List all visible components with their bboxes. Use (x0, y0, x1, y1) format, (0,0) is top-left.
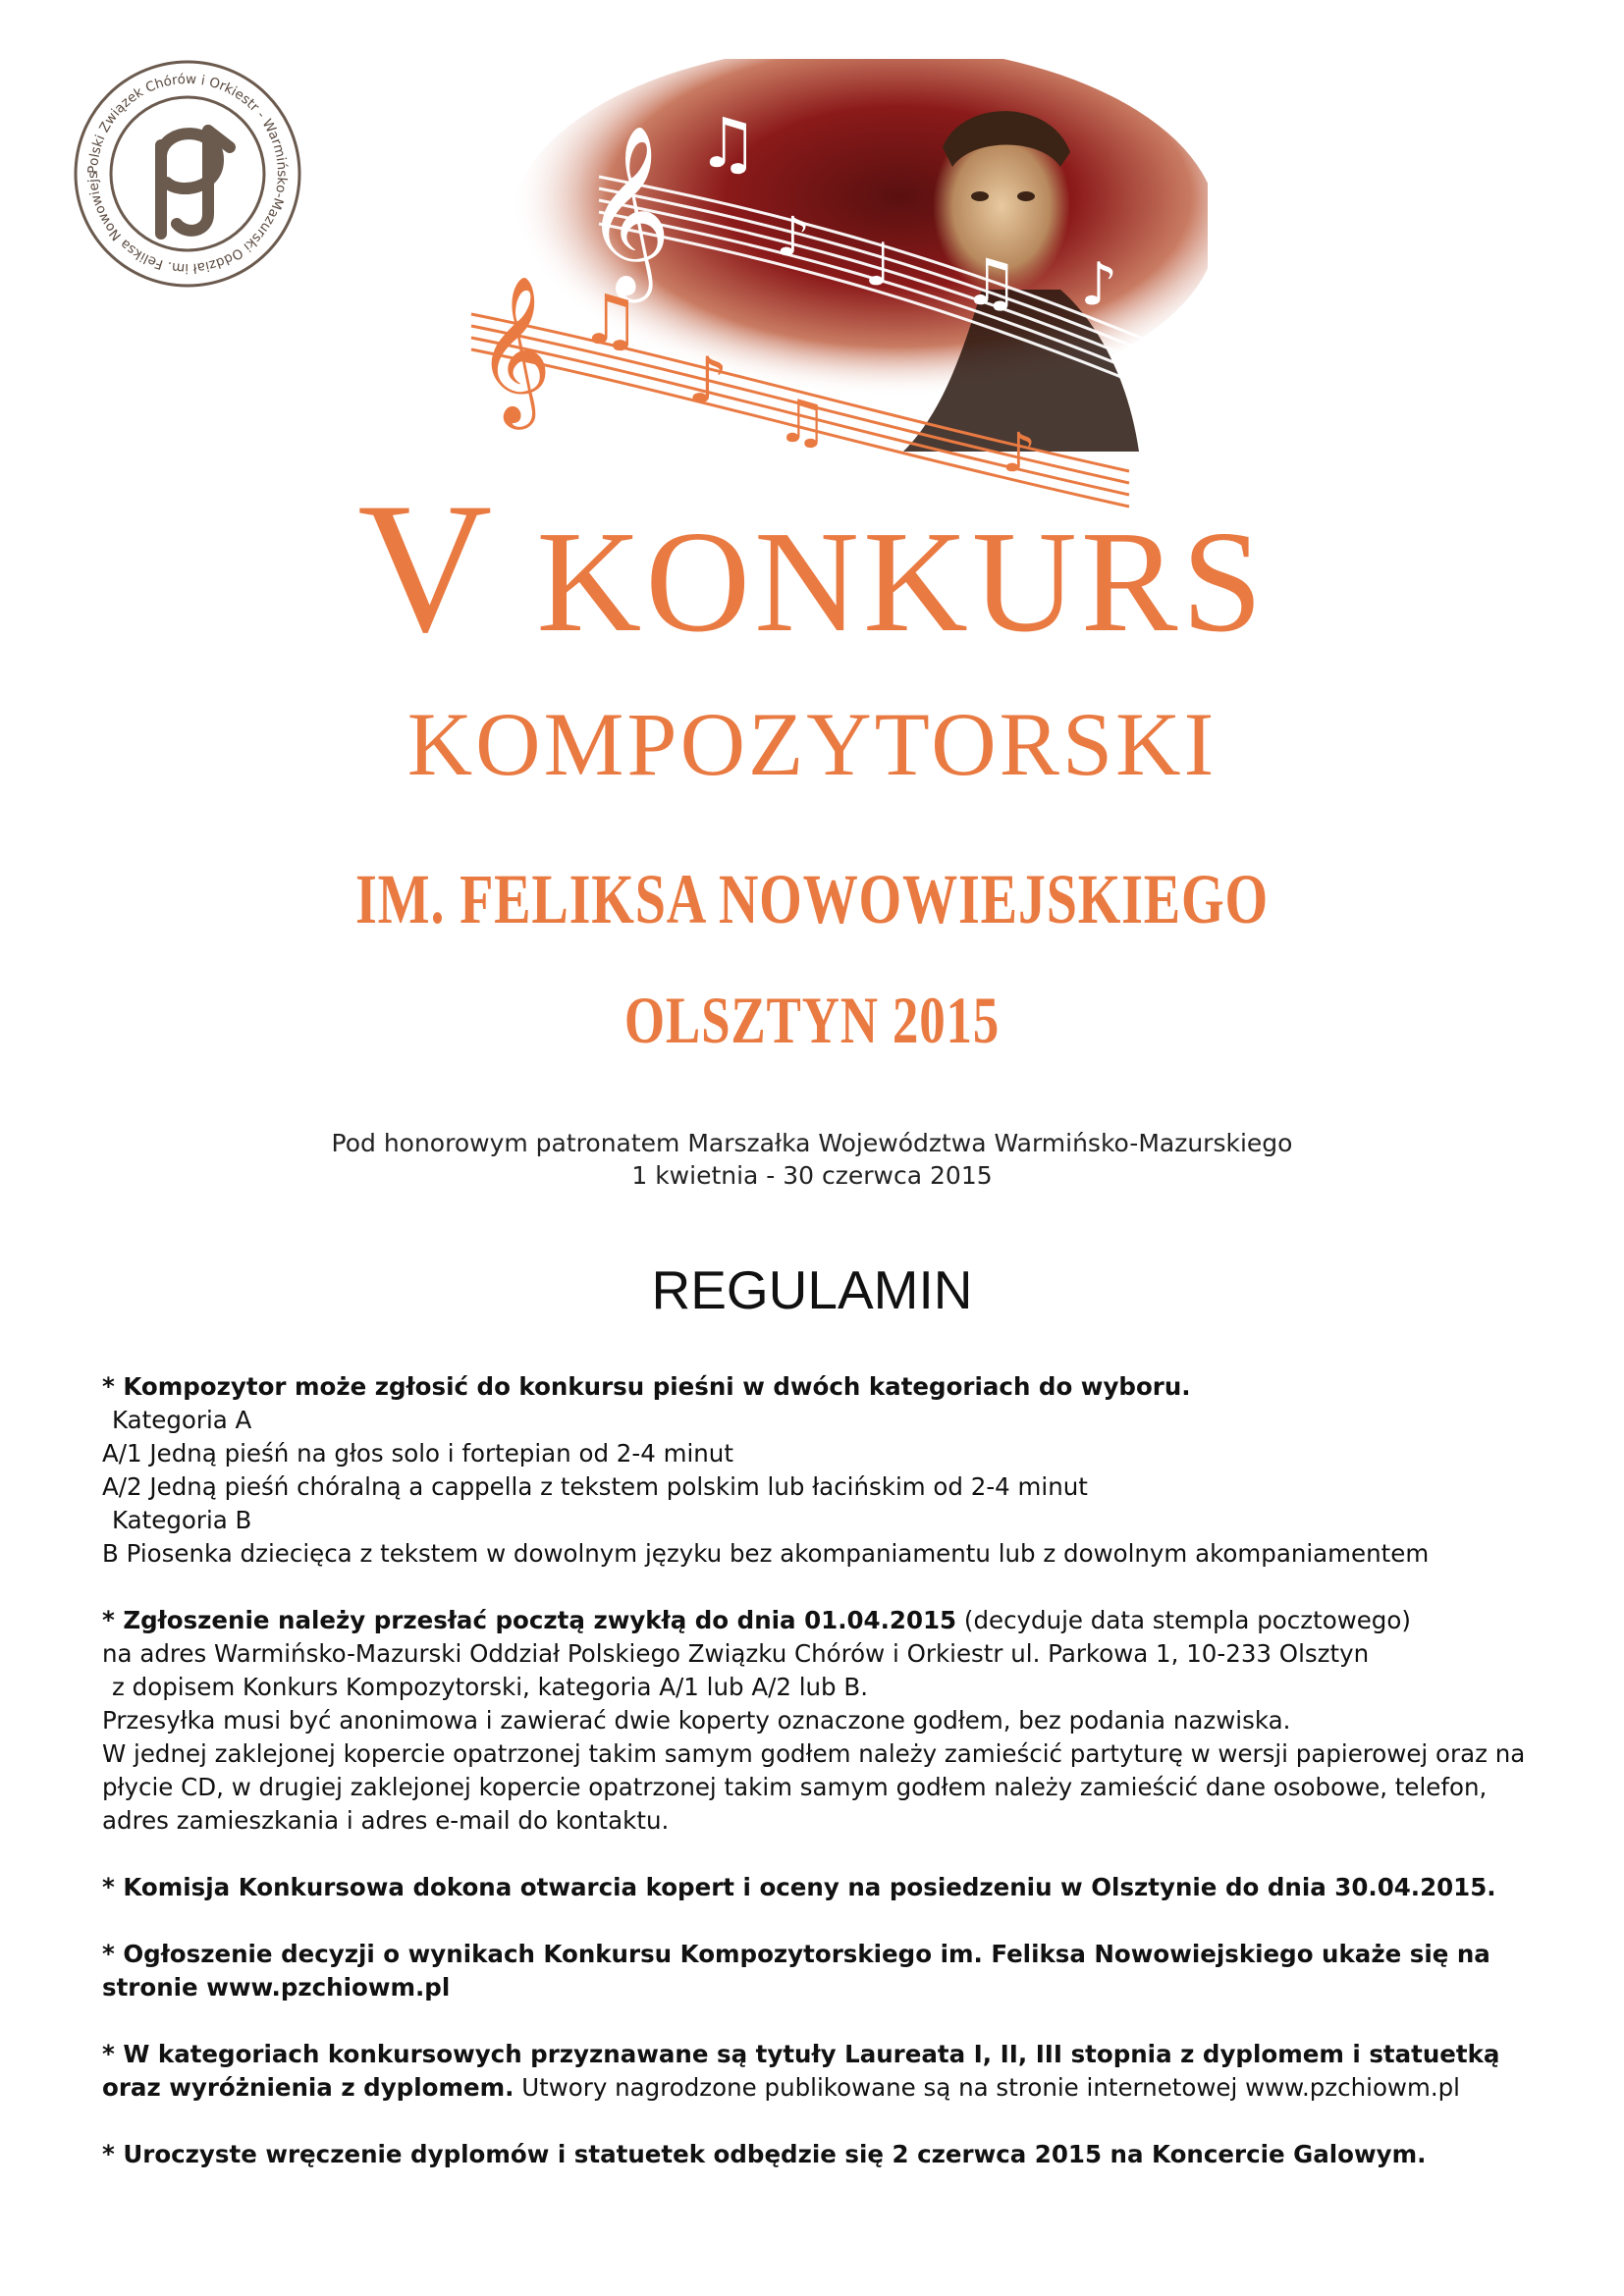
rule-2-anonymity: Przesyłka musi być anonimowa i zawierać dwie koperty oznaczone godłem, bez podania nazwiska. (102, 1706, 1291, 1735)
svg-text:♫: ♫ (776, 388, 829, 456)
rule-5-line-2 (102, 2071, 1555, 2105)
rule-5-line-1: * W kategoriach konkursowych przyznawane są tytuły Laureata I, II, III stopnia z dyplomem i statuetką (102, 2040, 1500, 2068)
rule-2-envelope-1: W jednej zaklejonej kopercie opatrzonej takim samym godłem należy zamieścić partyturę w wersji papierowej oraz na (102, 1739, 1526, 1768)
regulations-body (102, 1370, 1555, 2171)
svg-text:♪: ♪ (687, 345, 729, 418)
rule-5-publication: Utwory nagrodzone publikowane są na stronie internetowej www.pzchiowm.pl (514, 2073, 1460, 2102)
header-artwork (452, 59, 1208, 510)
title-line-kompozytorski: KOMPOZYTORSKI (406, 694, 1218, 794)
treble-clef-orange-icon: 𝄞 (476, 274, 552, 423)
rule-2-line-1 (102, 1604, 1555, 1637)
rule-2-envelope-2: płycie CD, w drugiej zaklejonej kopercie opatrzonej takim samym godłem należy zamieścić dane osobowe, telefon, (102, 1773, 1488, 1801)
rule-1-a1: A/1 Jedną pieśń na głos solo i fortepian od 2-4 minut (102, 1439, 733, 1468)
svg-text:♪: ♪ (1001, 421, 1037, 484)
rule-4-line-2: stronie www.pzchiowm.pl (102, 1973, 451, 2002)
patronage-text: Pod honorowym patronatem Marszałka Województwa Warmińsko-Mazurskiego (331, 1129, 1293, 1157)
seal-ring-text: Polski Związek Chórów i Orkiestr - Warmińsko-Mazurski Oddział im. Feliksa Nowowiejs (84, 71, 291, 277)
rule-1-category-b: Kategoria B (112, 1506, 252, 1534)
rule-5-distinctions: oraz wyróżnienia z dyplomem. (102, 2073, 514, 2102)
title-line-city-year: OLSZTYN 2015 (623, 983, 1001, 1057)
title-konkurs-word: KONKURS (496, 502, 1267, 663)
svg-text:♪: ♪ (776, 205, 811, 268)
rule-1-b: B Piosenka dziecięca z tekstem w dowolnym języku bez akompaniamentu lub z dowolnym akompaniamentem (102, 1539, 1430, 1568)
svg-text:♫: ♫ (697, 103, 759, 184)
rule-2-address: na adres Warmińsko-Mazurski Oddział Polskiego Związku Chórów i Orkiestr ul. Parkowa 1, 10-233 Olsztyn (102, 1639, 1370, 1668)
title-line-konkurs (0, 461, 1624, 675)
rule-2-annotation: z dopisem Konkurs Kompozytorski, kategoria A/1 lub A/2 lub B. (112, 1673, 868, 1701)
svg-text:Polski Związek Chórów i Orkies (71, 57, 290, 276)
competition-dates: 1 kwietnia - 30 czerwca 2015 (631, 1161, 993, 1190)
rule-4-line-1: * Ogłoszenie decyzji o wynikach Konkursu Kompozytorskiego im. Feliksa Nowowiejskiego ukaże się na (102, 1940, 1490, 1968)
svg-text:♫: ♫ (579, 280, 641, 360)
rule-2-heading: * Zgłoszenie należy przesłać pocztą zwykłą do dnia 01.04.2015 (102, 1606, 957, 1634)
svg-text:♩: ♩ (864, 231, 893, 299)
pzd-monogram (161, 131, 230, 234)
rule-1-heading: * Kompozytor może zgłosić do konkursu pieśni w dwóch kategoriach do wyboru. (102, 1372, 1191, 1401)
patronage-block (0, 1127, 1624, 1192)
rule-6: * Uroczyste wręczenie dyplomów i statuetek odbędzie się 2 czerwca 2015 na Koncercie Galowym. (102, 2140, 1427, 2168)
rule-2-postmark-note: (decyduje data stempla pocztowego) (956, 1606, 1411, 1634)
title-roman-numeral: V (357, 465, 497, 671)
title-line-patron-name: IM. FELIKSA NOWOWIEJSKIEGO (355, 860, 1269, 938)
svg-text:♪: ♪ (1080, 250, 1118, 319)
rule-1-category-a: Kategoria A (112, 1406, 252, 1434)
treble-clef-white-icon: 𝄞 (584, 125, 672, 295)
rule-2-contact: adres zamieszkania i adres e-mail do kontaktu. (102, 1806, 670, 1835)
regulations-heading: REGULAMIN (651, 1259, 973, 1320)
rule-1-a2: A/2 Jedną pieśń chóralną a cappella z tekstem polskim lub łacińskim od 2-4 minut (102, 1472, 1088, 1501)
rule-3: * Komisja Konkursowa dokona otwarcia kopert i oceny na posiedzeniu w Olsztynie do dnia 30.04.2015. (102, 1873, 1496, 1901)
organization-seal-logo (71, 57, 304, 291)
svg-text:♫: ♫ (962, 246, 1020, 320)
